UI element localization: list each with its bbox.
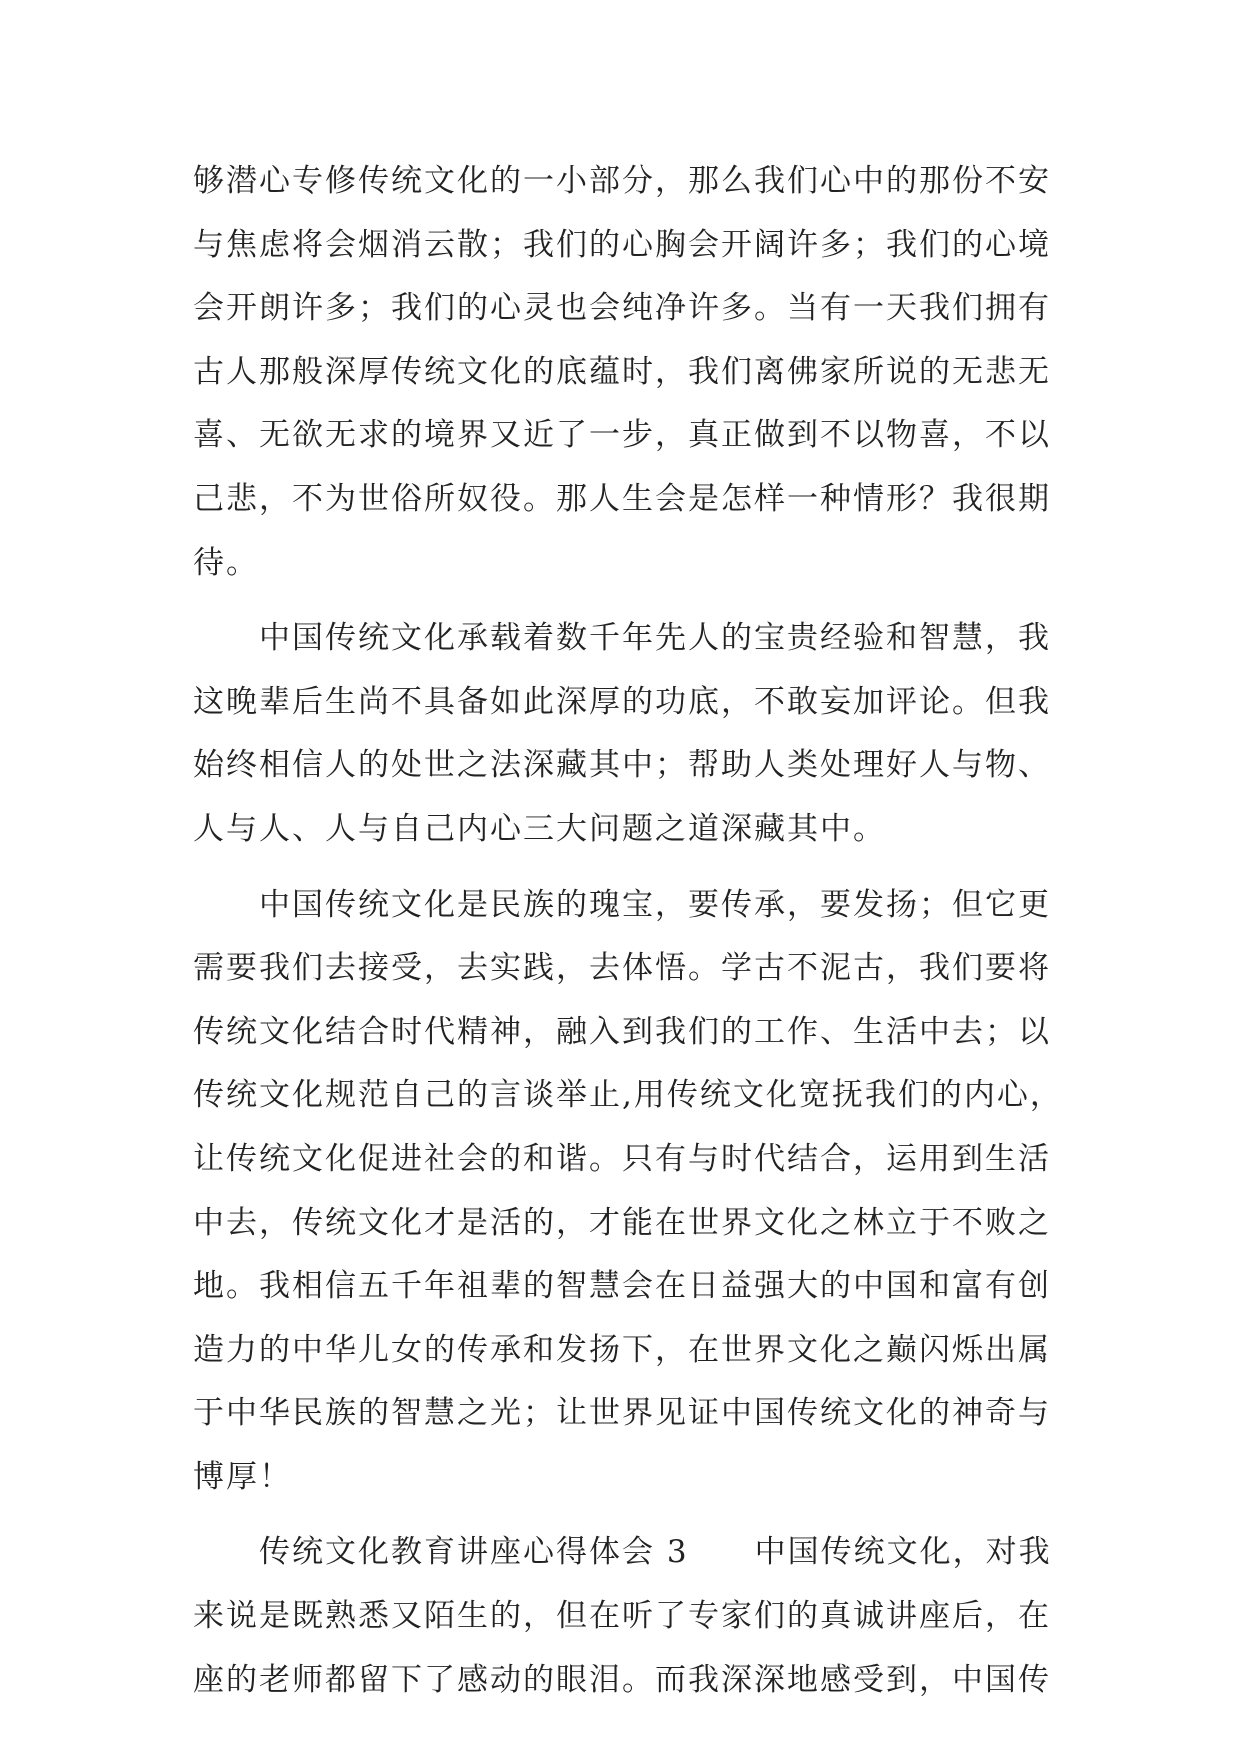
paragraph-1 (193, 150, 1053, 595)
paragraph-line: 造力的中华儿女的传承和发扬下，在世界文化之巅闪烁出属 (193, 1331, 1051, 1368)
paragraph-line: 传统文化规范自己的言谈举止,用传统文化宽抚我们的内心， (193, 1077, 1063, 1114)
paragraph-line: 中国传统文化是民族的瑰宝，要传承，要发扬；但它更 (259, 886, 1051, 923)
paragraph-line: 始终相信人的处世之法深藏其中；帮助人类处理好人与物、 (193, 747, 1051, 784)
paragraph-line: 传统文化教育讲座心得体会 3 中国传统文化，对我 (259, 1534, 1052, 1571)
paragraph-3 (193, 874, 1063, 1510)
paragraph-2 (193, 607, 1053, 861)
paragraph-line: 这晚辈后生尚不具备如此深厚的功底，不敢妄加评论。但我 (193, 683, 1051, 720)
paragraph-4 (193, 1521, 1053, 1712)
paragraph-line: 己悲，不为世俗所奴役。那人生会是怎样一种情形？我很期 (193, 480, 1051, 517)
paragraph-line: 待。 (193, 544, 259, 581)
paragraph-line: 会开朗许多；我们的心灵也会纯净许多。当有一天我们拥有 (193, 290, 1051, 327)
paragraph-line: 传统文化结合时代精神，融入到我们的工作、生活中去；以 (193, 1013, 1051, 1050)
document-body (193, 150, 1063, 1724)
paragraph-line: 来说是既熟悉又陌生的，但在听了专家们的真诚讲座后，在 (193, 1598, 1051, 1635)
paragraph-line: 座的老师都留下了感动的眼泪。而我深深地感受到，中国传 (193, 1661, 1051, 1698)
paragraph-line: 于中华民族的智慧之光；让世界见证中国传统文化的神奇与 (193, 1395, 1051, 1432)
paragraph-line: 地。我相信五千年祖辈的智慧会在日益强大的中国和富有创 (193, 1268, 1051, 1305)
paragraph-line: 古人那般深厚传统文化的底蕴时，我们离佛家所说的无悲无 (193, 353, 1051, 390)
paragraph-line: 中去，传统文化才是活的，才能在世界文化之林立于不败之 (193, 1204, 1051, 1241)
paragraph-line: 人与人、人与自己内心三大问题之道深藏其中。 (193, 810, 886, 847)
paragraph-line: 喜、无欲无求的境界又近了一步，真正做到不以物喜，不以 (193, 417, 1051, 454)
paragraph-line: 需要我们去接受，去实践，去体悟。学古不泥古，我们要将 (193, 950, 1051, 987)
paragraph-line: 中国传统文化承载着数千年先人的宝贵经验和智慧，我 (259, 620, 1051, 657)
paragraph-line: 与焦虑将会烟消云散；我们的心胸会开阔许多；我们的心境 (193, 226, 1051, 263)
paragraph-line: 博厚！ (193, 1458, 292, 1495)
paragraph-line: 让传统文化促进社会的和谐。只有与时代结合，运用到生活 (193, 1140, 1051, 1177)
paragraph-line: 够潜心专修传统文化的一小部分，那么我们心中的那份不安 (193, 163, 1051, 199)
